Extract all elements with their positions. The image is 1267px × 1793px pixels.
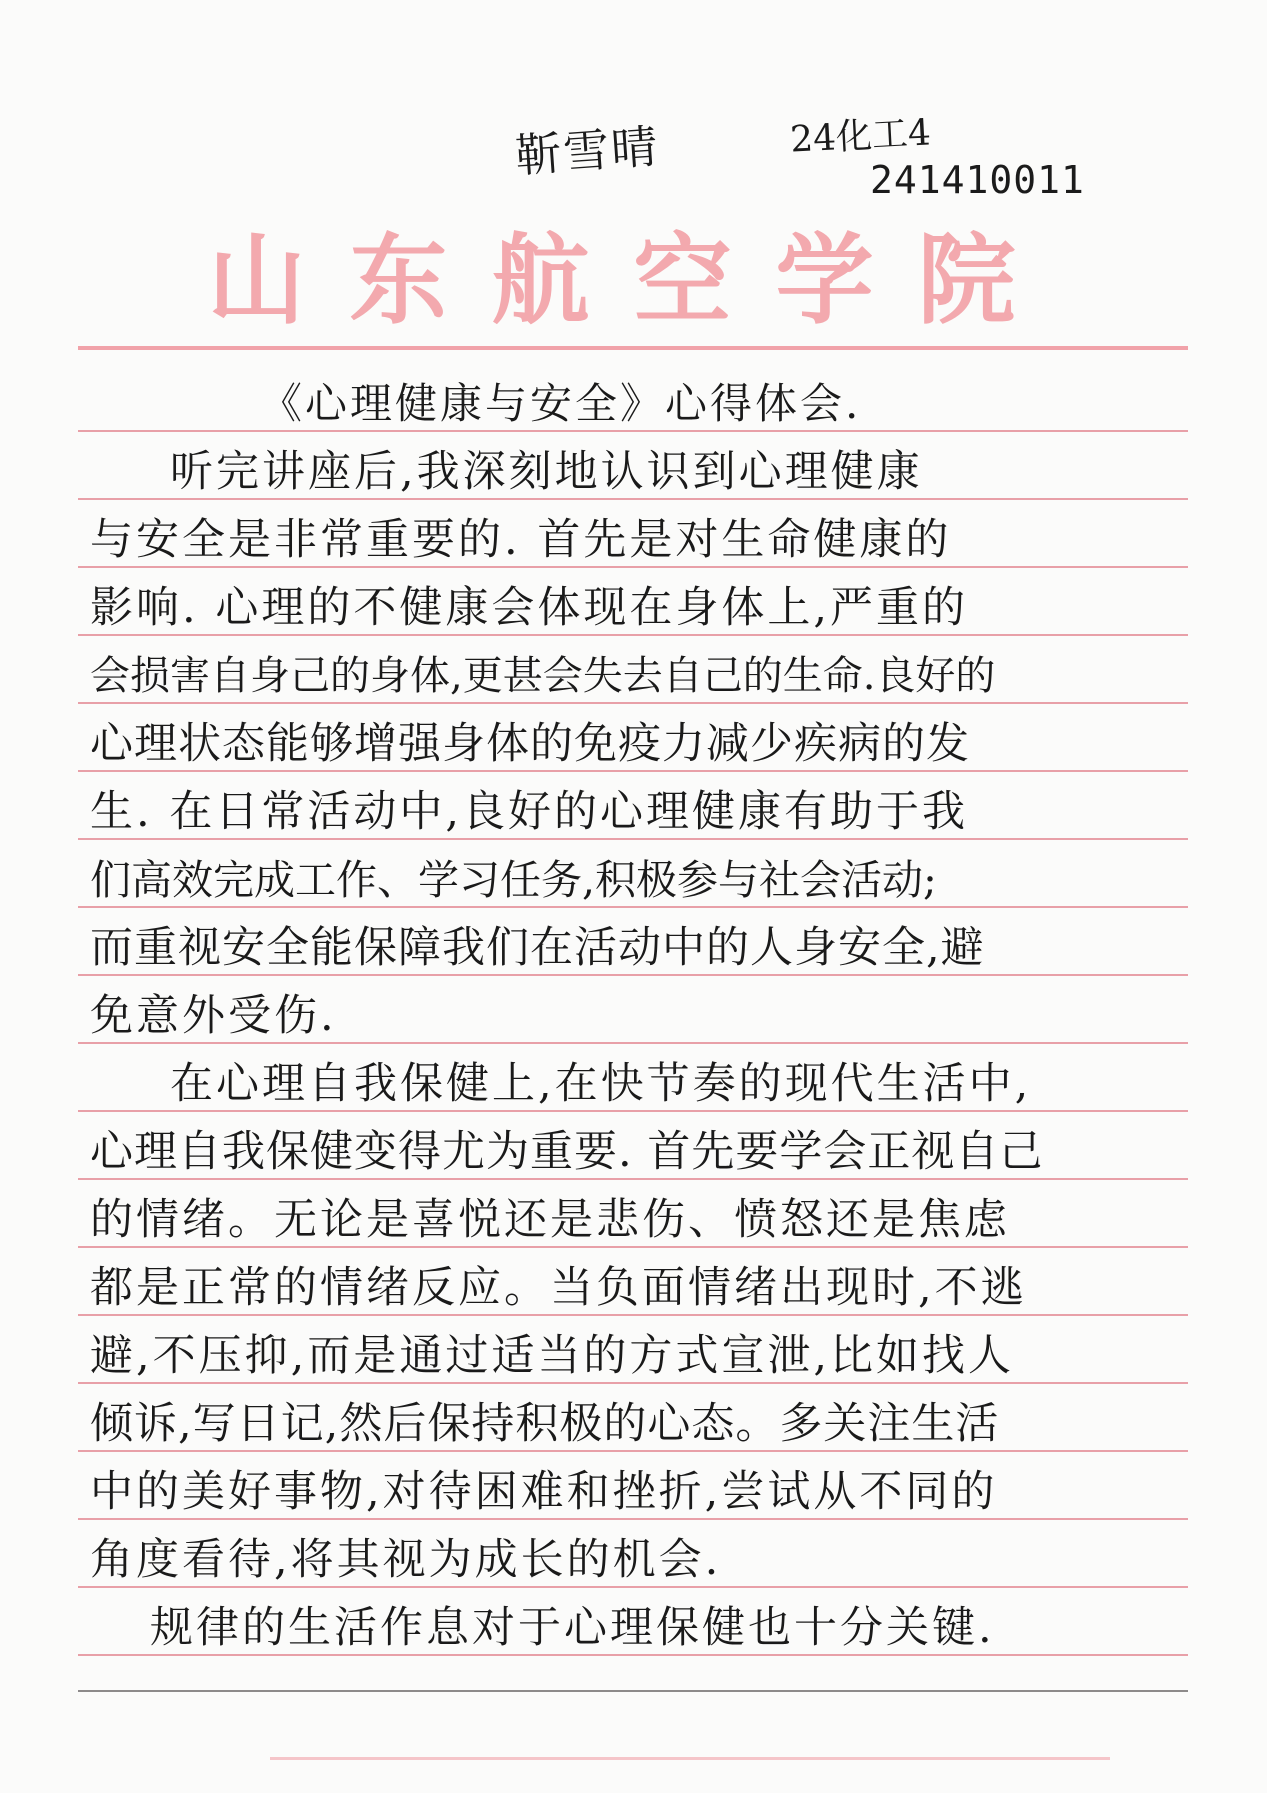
essay-line: 而重视安全能保障我们在活动中的人身安全,避 <box>90 923 985 973</box>
footer-rule <box>270 1757 1110 1760</box>
essay-line: 在心理自我保健上,在快节奏的现代生活中, <box>170 1059 1032 1109</box>
essay-line: 角度看待,将其视为成长的机会. <box>90 1535 722 1585</box>
essay-title: 《心理健康与安全》心得体会. <box>260 379 862 428</box>
essay-line: 中的美好事物,对待困难和挫折,尝试从不同的 <box>90 1467 998 1517</box>
letterhead-divider <box>78 346 1188 350</box>
student-name: 靳雪晴 <box>513 119 661 183</box>
bottom-rule <box>78 1690 1188 1692</box>
student-info-header <box>60 110 1210 210</box>
essay-line: 倾诉,写日记,然后保持积极的心态。多关注生活 <box>90 1399 1000 1449</box>
essay-line: 会损害自身己的身体,更甚会失去自己的生命.良好的 <box>90 653 996 699</box>
essay-line: 的情绪。无论是喜悦还是悲伤、愤怒还是焦虑 <box>90 1195 1010 1245</box>
student-id: 241410011 <box>870 158 1085 202</box>
essay-line: 与安全是非常重要的. 首先是对生命健康的 <box>90 515 952 565</box>
essay-line: 们高效完成工作、学习任务,积极参与社会活动; <box>90 856 937 904</box>
essay-line: 心理自我保健变得尤为重要. 首先要学会正视自己 <box>90 1127 1044 1177</box>
essay-line: 生. 在日常活动中,良好的心理健康有助于我 <box>90 787 969 837</box>
essay-line: 都是正常的情绪反应。当负面情绪出现时,不逃 <box>90 1263 1027 1313</box>
essay-line: 影响. 心理的不健康会体现在身体上,严重的 <box>90 583 969 633</box>
essay-line: 避,不压抑,而是通过适当的方式宣泄,比如找人 <box>90 1331 1015 1381</box>
essay-line: 规律的生活作息对于心理保健也十分关键. <box>150 1603 995 1653</box>
class-name: 24化工4 <box>789 112 932 161</box>
essay-line: 免意外受伤. <box>90 991 337 1041</box>
essay-line: 听完讲座后,我深刻地认识到心理健康 <box>170 447 923 497</box>
letterhead-school-name: 山东航空学院 <box>207 223 1060 338</box>
essay-line: 心理状态能够增强身体的免疫力减少疾病的发 <box>90 719 970 769</box>
